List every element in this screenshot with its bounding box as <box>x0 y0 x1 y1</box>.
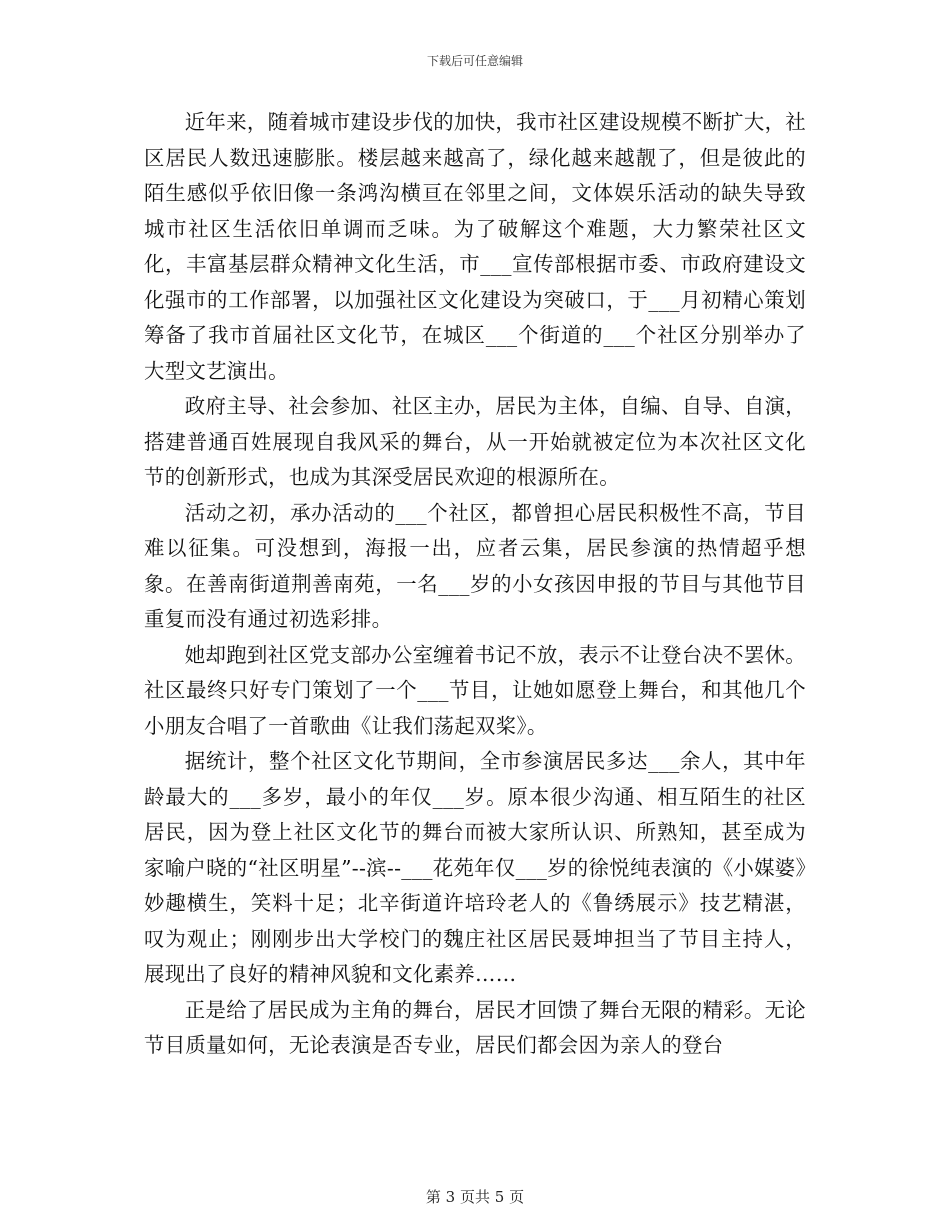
document-body <box>144 105 806 1064</box>
page-footer: 第 3 页共 5 页 <box>425 1188 525 1206</box>
paragraph-4: 她却跑到社区党支部办公室缠着书记不放，表示不让登台决不罢休。社区最终只好专门策划了一个___节目，让她如愿登上舞台，和其他几个小朋友合唱了一首歌曲《让我们荡起双桨》。 <box>144 642 806 738</box>
page-header: 下载后可任意编辑 <box>426 54 523 68</box>
paragraph-2: 政府主导、社会参加、社区主办，居民为主体，自编、自导、自演，搭建普通百姓展现自我风采的舞台，从一开始就被定位为本次社区文化节的创新形式，也成为其深受居民欢迎的根源所在。 <box>144 394 806 489</box>
paragraph-1: 近年来，随着城市建设步伐的加快，我市社区建设规模不断扩大，社区居民人数迅速膨胀。楼层越来越高了，绿化越来越靓了，但是彼此的陌生感似乎依旧像一条鸿沟横亘在邻里之间，文体娱乐活动的缺失导致城市社区生活依旧单调而乏味。为了破解这个难题，大力繁荣社区文化，丰富基层群众精神文化生活，市___宣传部根据市委、市政府建设文化强市的工作部署，以加强社区文化建设为突破口，于___月初精心策划筹备了我市首届社区文化节，在城区___个街道的___个社区分别举办了大型文艺演出。 <box>144 110 806 383</box>
paragraph-3: 活动之初，承办活动的___个社区，都曾担心居民积极性不高，节目难以征集。可没想到，海报一出，应者云集，居民参演的热情超乎想象。在善南街道荆善南苑，一名___岁的小女孩因申报的节目与其他节目重复而没有通过初选彩排。 <box>144 500 806 631</box>
paragraph-5: 据统计，整个社区文化节期间，全市参演居民多达___余人，其中年龄最大的___多岁，最小的年仅___岁。原本很少沟通、相互陌生的社区居民，因为登上社区文化节的舞台而被大家所认识、所熟知，甚至成为家喻户晓的“社区明星”--滨--___花苑年仅___岁的徐悦纯表演的《小媒婆》妙趣横生，笑料十足；北辛街道许培玲老人的《鲁绣展示》技艺精湛，叹为观止；刚刚步出大学校门的魏庄社区居民聂坤担当了节目主持人，展现出了良好的精神风貌和文化素养…… <box>144 749 806 986</box>
paragraph-6: 正是给了居民成为主角的舞台，居民才回馈了舞台无限的精彩。无论节目质量如何，无论表演是否专业，居民们都会因为亲人的登台 <box>144 997 806 1057</box>
